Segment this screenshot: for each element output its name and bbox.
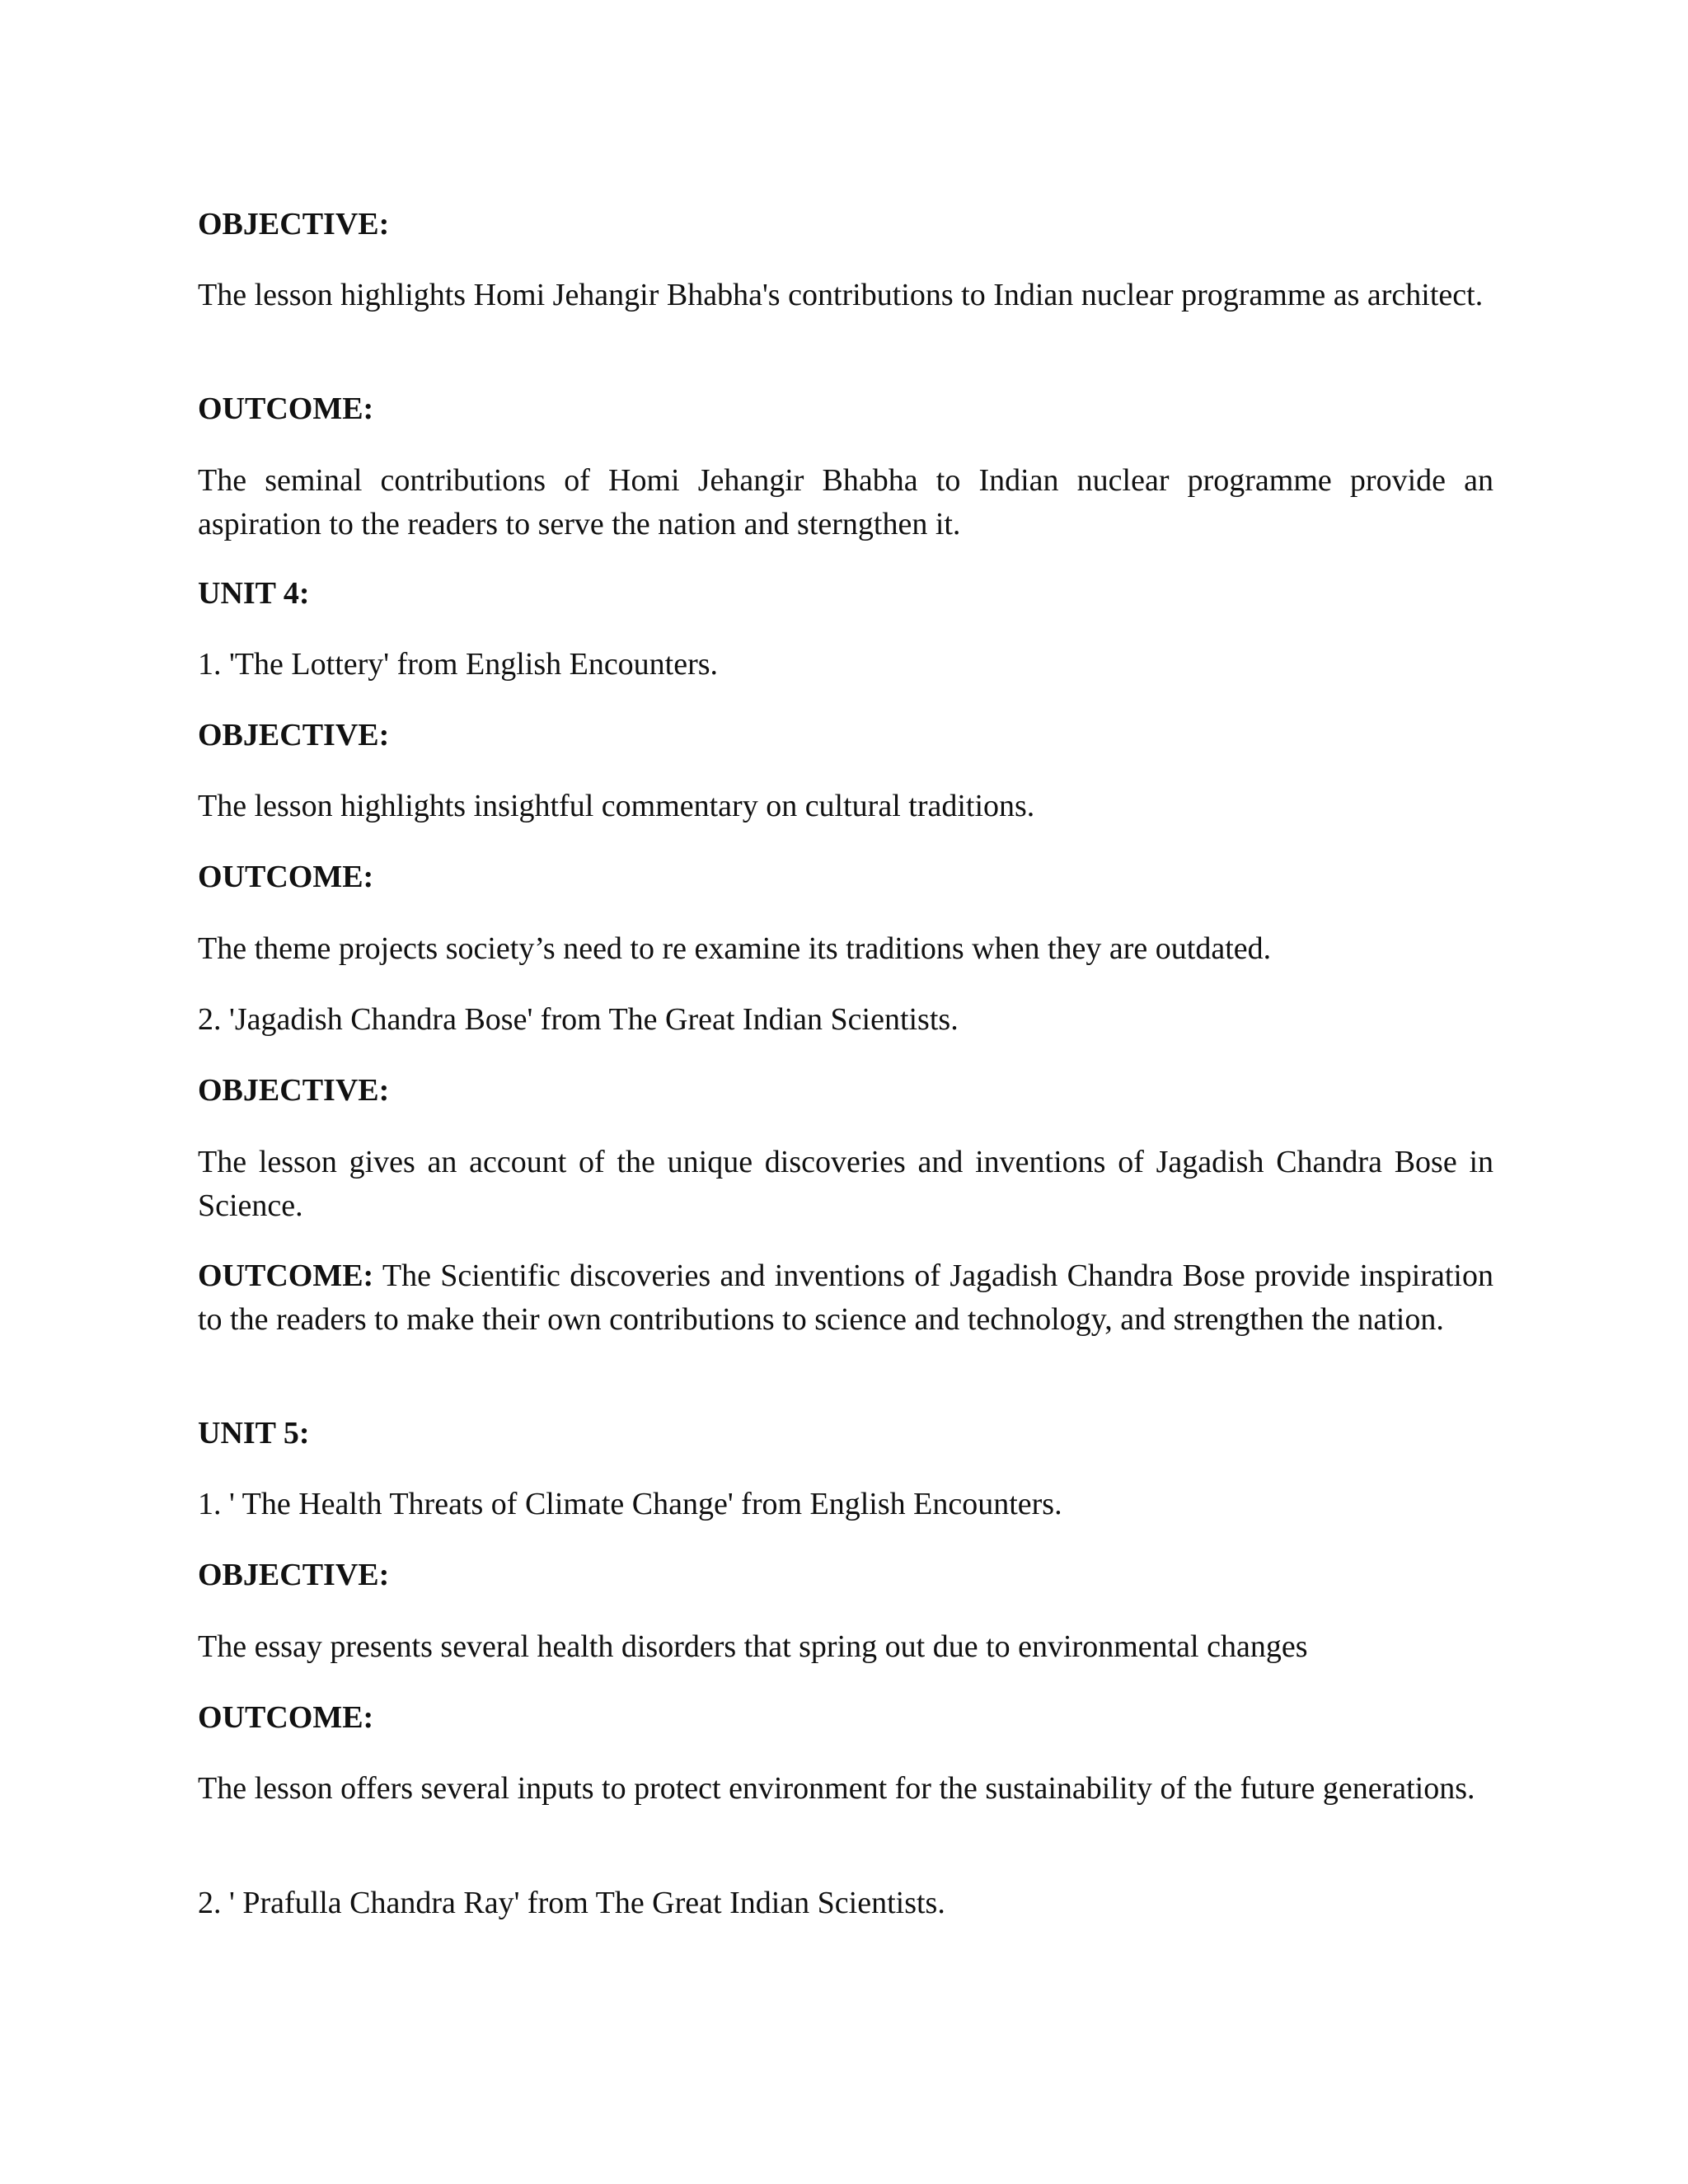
objective-text: The essay presents several health disorders that spring out due to environmental changes [198, 1629, 1308, 1664]
objective-text: The lesson gives an account of the unique discoveries and inventions of Jagadish Chandra Bose in Science. [198, 1145, 1493, 1223]
objective-heading: OBJECTIVE: [198, 1073, 390, 1108]
outcome-heading: OUTCOME: [198, 391, 374, 426]
objective-heading: OBJECTIVE: [198, 207, 390, 241]
objective-text: The lesson highlights insightful commentary on cultural traditions. [198, 789, 1035, 823]
outcome-text: The theme projects society’s need to re examine its traditions when they are outdated. [198, 931, 1272, 966]
objective-heading: OBJECTIVE: [198, 1558, 390, 1592]
lesson-title: 1. ' The Health Threats of Climate Change' from English Encounters. [198, 1487, 1062, 1521]
unit-5-heading: UNIT 5: [198, 1416, 310, 1451]
outcome-paragraph [198, 1254, 1493, 1342]
unit-4-heading: UNIT 4: [198, 576, 310, 611]
outcome-label: OUTCOME: [198, 1258, 374, 1293]
outcome-text: The Scientific discoveries and inventions of Jagadish Chandra Bose provide inspiration to the readers to make their own contributions to science and technology, and strengthen the nation. [198, 1258, 1493, 1337]
outcome-heading: OUTCOME: [198, 860, 374, 894]
objective-text: The lesson highlights Homi Jehangir Bhabha's contributions to Indian nuclear programme as architect. [198, 278, 1484, 312]
lesson-title: 2. ' Prafulla Chandra Ray' from The Great Indian Scientists. [198, 1886, 945, 1920]
objective-heading: OBJECTIVE: [198, 718, 390, 752]
lesson-title: 2. 'Jagadish Chandra Bose' from The Great Indian Scientists. [198, 1002, 959, 1037]
outcome-text: The lesson offers several inputs to protect environment for the sustainability of the future generations. [198, 1771, 1475, 1806]
document-page [198, 0, 1493, 2184]
lesson-title: 1. 'The Lottery' from English Encounters. [198, 647, 719, 682]
outcome-text: The seminal contributions of Homi Jehangir Bhabha to Indian nuclear programme provide an aspiration to the readers to serve the nation and sterngthen it. [198, 463, 1493, 541]
outcome-heading: OUTCOME: [198, 1700, 374, 1735]
